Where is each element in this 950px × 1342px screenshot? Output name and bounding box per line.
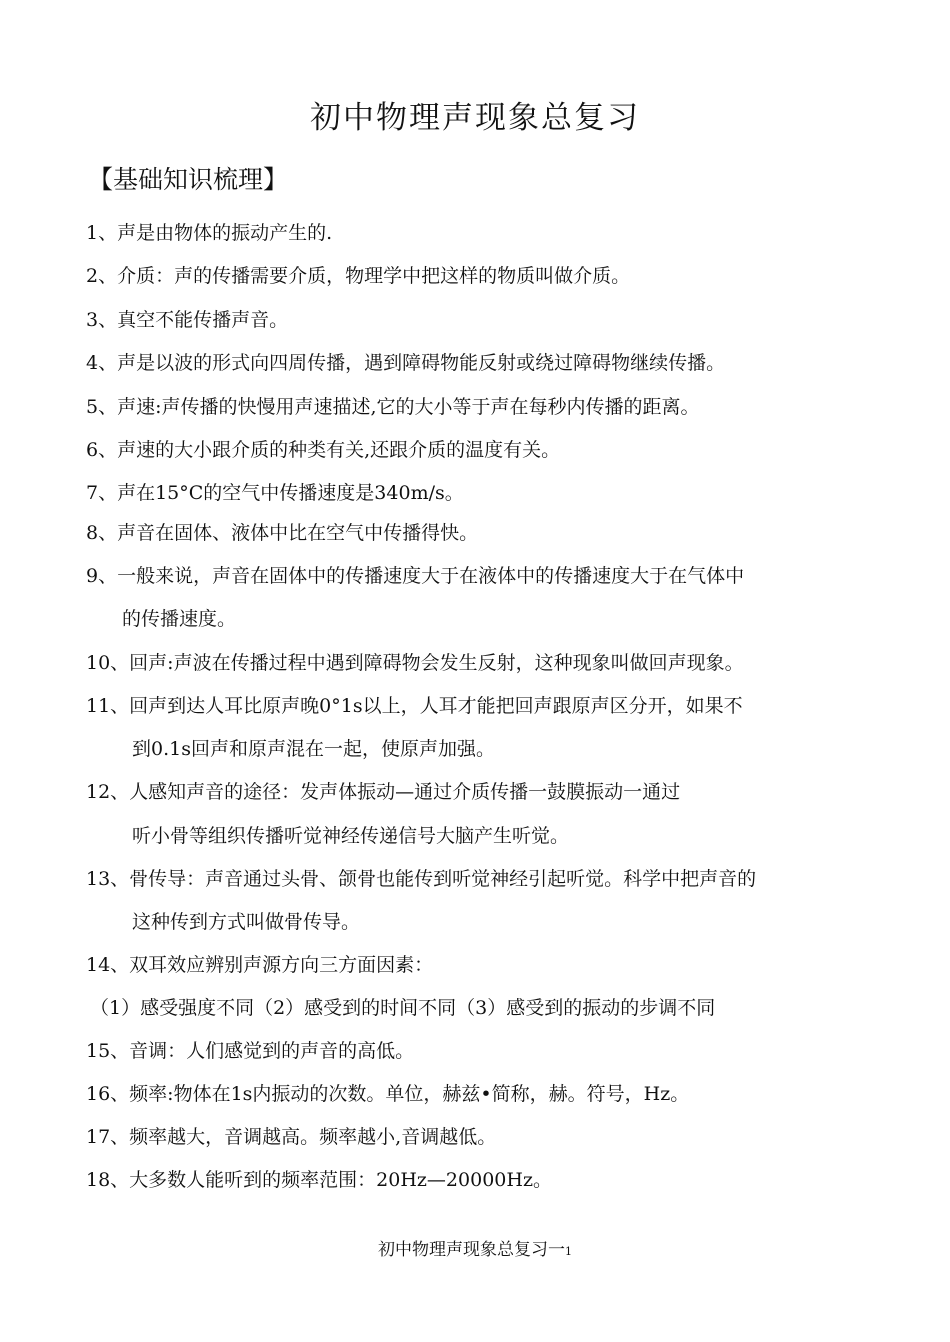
list-item: 11、回声到达人耳比原声晚0°1s以上，人耳才能把回声跟原声区分开，如果不 [86, 695, 743, 717]
list-item-continuation: 这种传到方式叫做骨传导。 [132, 911, 361, 933]
document-title: 初中物理声现象总复习 [310, 100, 640, 136]
list-item: 2、介质：声的传播需要介质，物理学中把这样的物质叫做介质。 [86, 265, 631, 287]
list-item: 4、声是以波的形式向四周传播，遇到障碍物能反射或绕过障碍物继续传播。 [86, 352, 726, 374]
page-footer [0, 1235, 950, 1260]
page-number: 1 [565, 1245, 572, 1258]
list-item-continuation: 听小骨等组织传播听觉神经传递信号大脑产生听觉。 [132, 825, 570, 847]
list-item-continuation: 的传播速度。 [122, 608, 237, 630]
list-item: 10、回声:声波在传播过程中遇到障碍物会发生反射，这种现象叫做回声现象。 [86, 652, 744, 674]
list-item: 14、双耳效应辨别声源方向三方面因素： [86, 954, 434, 976]
list-item: 5、声速:声传播的快慢用声速描述,它的大小等于声在每秒内传播的距离。 [86, 396, 700, 418]
list-item-continuation: 到0.1s回声和原声混在一起，使原声加强。 [132, 738, 495, 760]
list-item: 3、真空不能传播声音。 [86, 309, 289, 331]
list-item: 8、声音在固体、液体中比在空气中传播得快。 [86, 522, 479, 544]
list-item: 9、一般来说，声音在固体中的传播速度大于在液体中的传播速度大于在气体中 [86, 565, 745, 587]
list-item-subpoints: （1）感受强度不同（2）感受到的时间不同（3）感受到的振动的步调不同 [90, 997, 716, 1019]
list-item: 13、骨传导：声音通过头骨、颌骨也能传到听觉神经引起听觉。科学中把声音的 [86, 868, 757, 890]
list-item: 17、频率越大，音调越高。频率越小,音调越低。 [86, 1126, 497, 1148]
list-item: 18、大多数人能听到的频率范围：20Hz—20000Hz。 [86, 1169, 552, 1191]
list-item: 1、声是由物体的振动产生的. [86, 222, 333, 244]
list-item: 12、人感知声音的途径：发声体振动—通过介质传播一鼓膜振动一通过 [86, 781, 681, 803]
list-item: 16、频率:物体在1s内振动的次数。单位，赫兹•简称，赫。符号，Hz。 [86, 1083, 690, 1105]
list-item: 15、音调：人们感觉到的声音的高低。 [86, 1040, 415, 1062]
footer-text: 初中物理声现象总复习一 [378, 1240, 565, 1260]
list-item: 7、声在15°C的空气中传播速度是340m/s。 [86, 482, 464, 504]
section-heading: 【基础知识梳理】 [88, 165, 289, 194]
list-item: 6、声速的大小跟介质的种类有关,还跟介质的温度有关。 [86, 439, 561, 461]
